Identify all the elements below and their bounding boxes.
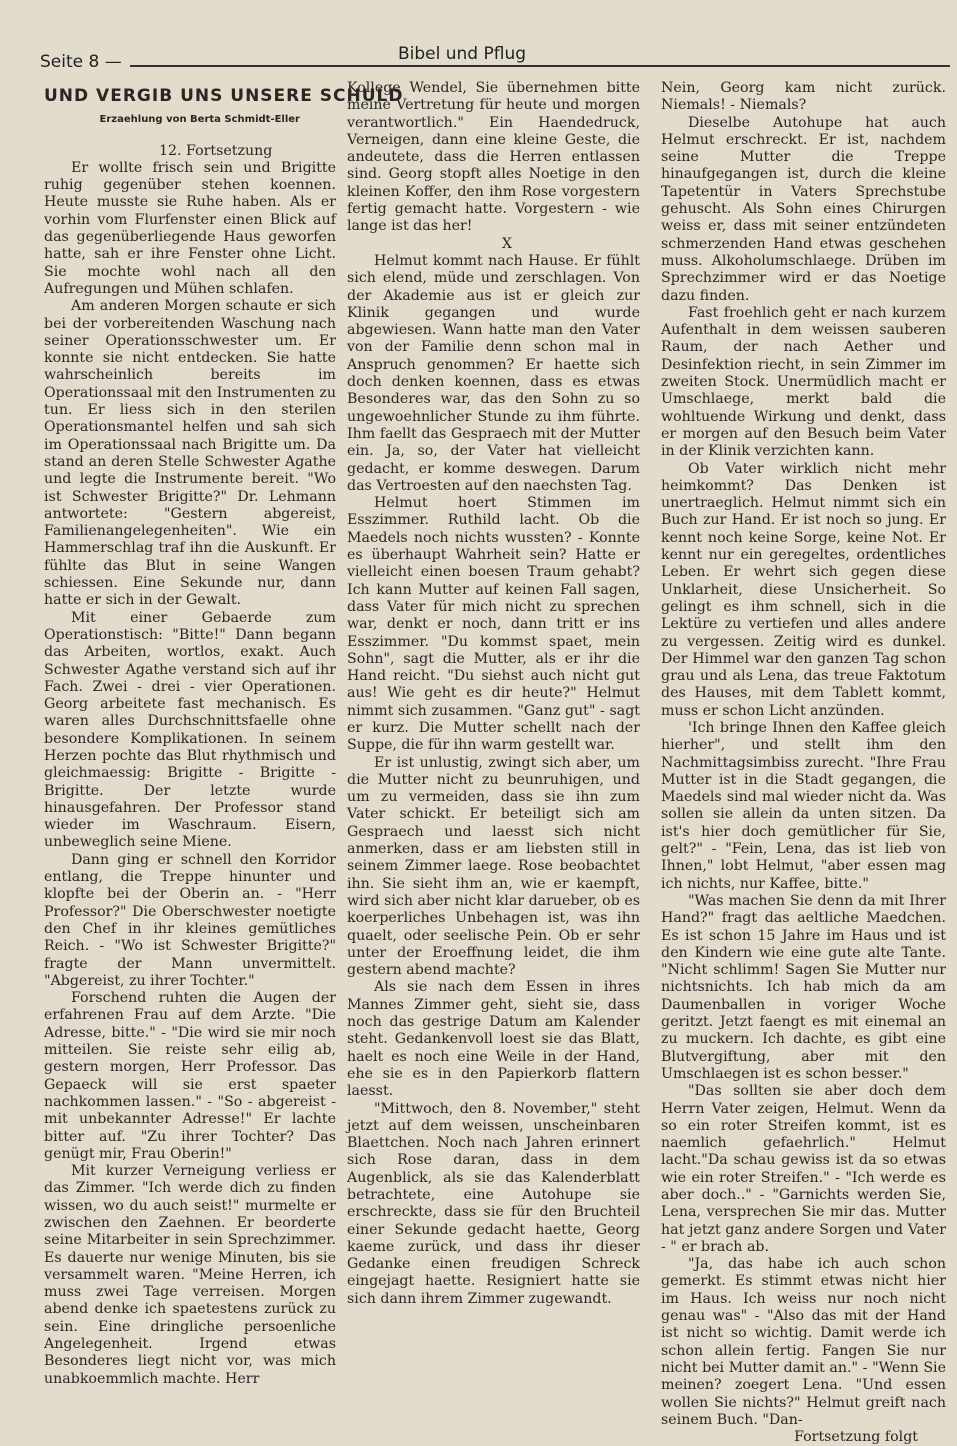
paragraph: Mit kurzer Verneigung verliess er das Zimmer. "Ich werde dich zu finden wissen, wo du auch seist!" murmelte er zwischen den Zaehnen. Er beorderte seine Mitarbeiter in sein Sprechzimmer. Es dauerte nur wenige Minuten, bis sie versammelt waren. "Meine Herren, ich muss zwei Tage verreisen. Morgen abend denke ich spaetestens zurück zu sein. Eine dringliche persoenliche Angelegenheit. Irgend etwas Besonderes liegt nicht vor, was mich unabkoemmlich machte. Herr [44, 1163, 336, 1387]
column-1 [44, 80, 404, 1392]
paragraph: Mit einer Gebaerde zum Operationstisch: "Bitte!" Dann begann das Arbeiten, wortlos, exakt. Auch Schwester Agathe verstand sich auf ihr Fach. Zwei - drei - vier Operationen. Georg arbeitete fast mechanisch. Es waren alles Durchschnittsfaelle ohne besondere Komplikationen. In seinem Herzen pochte das Blut rhythmisch und gleichmaessig: Brigitte - Brigitte - Brigitte. Der letzte wurde hinausgefahren. Der Professor stand wieder im Waschraum. Eisern, unbeweglich seine Miene. [44, 609, 336, 851]
header-rule [130, 65, 950, 67]
running-title: Bibel und Pflug [398, 44, 527, 64]
paragraph: 'Ich bringe Ihnen den Kaffee gleich hierher", und stellt ihm den Nachmittagsimbiss zurecht. "Ihre Frau Mutter ist in die Stadt gegangen, die Maedels sind mal wieder nicht da. Was sollen sie allein da unten sitzen. Da ist's hier doch gemütlicher für Sie, gelt?" - "Fein, Lena, das ist lieb von Ihnen," lobt Helmut, "aber essen mag ich nichts, nur Kaffee, bitte." [661, 719, 946, 892]
section-marker: X [501, 235, 513, 252]
column-3 [661, 80, 946, 1446]
column-2 [347, 80, 640, 1392]
paragraph: Dann ging er schnell den Korridor entlang, die Treppe hinunter und klopfte bei der Oberin an. - "Herr Professor?" Die Oberschwester noetigte den Chef in ihr kleines gemütliches Reich. - "Wo ist Schwester Brigitte?" fragte der Mann unvermittelt. "Abgereist, zu ihrer Tochter." [44, 851, 336, 989]
continued-note: Fortsetzung folgt [794, 1429, 918, 1446]
page-number: Seite 8 — [40, 52, 122, 72]
paragraph: Ob Vater wirklich nicht mehr heimkommt? Das Denken ist unertraeglich. Helmut nimmt sich ein Buch zur Hand. Er ist noch so jung. Er kennt noch keine Sorge, keine Not. Er kennt nur ein geregeltes, ordentliches Leben. Er wehrt sich gegen diese Unklarheit, diese Unsicherheit. So gelingt es ihm schnell, sich in die Lektüre zu vertiefen und alles andere zu vergessen. Zeitig wird es dunkel. Der Himmel war den ganzen Tag schon grau und als Lena, das treue Faktotum des Hauses, mit dem Tablett kommt, muss er schon Licht anzünden. [661, 460, 946, 719]
paragraph: Als sie nach dem Essen in ihres Mannes Zimmer geht, sieht sie, dass noch das gestrige Datum am Kalender steht. Gedankenvoll loest sie das Blatt, haelt es noch eine Weile in der Hand, ehe sie es in den Papierkorb flattern laesst. [347, 979, 640, 1100]
paragraph: Am anderen Morgen schaute er sich bei der vorbereitenden Waschung nach seiner Operationsschwester um. Er konnte sie nicht entdecken. Sie hatte wahrscheinlich bereits im Operationssaal mit den Instrumenten zu tun. Er liess sich in den sterilen Operationsmantel helfen und sah sich im Operationssaal nach Brigitte um. Da stand an deren Stelle Schwester Agathe und legte die Instrumente bereit. "Wo ist Schwester Brigitte?" Dr. Lehmann antwortete: "Gestern abgereist, Familienangelegenheiten". Wie ein Hammerschlag traf ihn die Auskunft. Er fühlte das Blut in seine Wangen schiessen. Eine Sekunde nur, dann hatte er sich in der Gewalt. [44, 298, 336, 609]
story-byline: Erzaehlung von Berta Schmidt-Eller [99, 114, 300, 126]
paragraph: Nein, Georg kam nicht zurück. Niemals! - Niemals? [661, 80, 946, 114]
paragraph: Fast froehlich geht er nach kurzem Aufenthalt in dem weissen sauberen Raum, der nach Aether und Desinfektion riecht, in sein Zimmer im zweiten Stock. Unermüdlich macht er Umschlaege, merkt bald die wohltuende Wirkung und denkt, dass er morgen auf den Besuch beim Vater in der Klinik verzichten kann. [661, 304, 946, 460]
paragraph: Helmut kommt nach Hause. Er fühlt sich elend, müde und zerschlagen. Von der Akademie aus ist er gleich zur Klinik gegangen und wurde abgewiesen. Wann hatte man den Vater von der Familie denn schon mal in Anspruch genommen? Er haette sich doch denken koennen, dass es etwas Besonderes war, das den Sohn zu so ungewoehnlicher Stunde zu ihm führte. Ihm faellt das Gespraech mit der Mutter ein. Ja, so, der Vater hat vielleicht gedacht, er komme deswegen. Darum das Vertroesten auf den naechsten Tag. [347, 252, 640, 494]
story-title: UND VERGIB UNS UNSERE SCHULD [44, 86, 404, 106]
paragraph: "Das sollten sie aber doch dem Herrn Vater zeigen, Helmut. Wenn da so ein roter Streifen kommt, ist es naemlich gefaehrlich." Helmut lacht."Da schau gewiss ist da so etwas wie ein roter Streifen." - "Ich werde es aber doch.." - "Garnichts werden Sie, Lena, versprechen Sie mir das. Mutter hat jetzt ganz andere Sorgen und Vater - " er brach ab. [661, 1083, 946, 1255]
paragraph: "Mittwoch, den 8. November," steht jetzt auf dem weissen, unscheinbaren Blaettchen. Noch nach Jahren erinnert sich Rose daran, dass in dem Augenblick, als sie das Kalenderblatt betrachtete, eine Autohupe sie erschreckte, dass sie für den Bruchteil einer Sekunde gedacht haette, Georg kaeme zurück, und dass ihr dieser Gedanke einen freudigen Schreck eingejagt haette. Resigniert hatte sie sich dann ihrem Zimmer zugewandt. [347, 1100, 640, 1307]
paragraph: Er ist unlustig, zwingt sich aber, um die Mutter nicht zu beunruhigen, und um zu vermeiden, dass sie ihn zum Vater schickt. Er beteiligt sich am Gespraech und laesst sich nicht anmerken, dass er am liebsten still in seinem Zimmer laege. Rose beobachtet ihn. Sie sieht ihm an, wie er kaempft, wird sich aber nicht klar darueber, ob es koerperliches Unbehagen ist, was ihn quaelt, oder seelische Pein. Ob er sehr unter der Eroeffnung leidet, die ihm gestern abend machte? [347, 754, 640, 979]
paragraph: Dieselbe Autohupe hat auch Helmut erschreckt. Er ist, nachdem seine Mutter die Treppe hinaufgegangen ist, durch die kleine Tapetentür in Vaters Sprechstube gehuscht. Als Sohn eines Chirurgen weiss er, dass mit seiner entzündeten schmerzenden Hand etwas geschehen muss. Alkoholumschlaege. Drüben im Sprechzimmer wird er das Noetige dazu finden. [661, 114, 946, 304]
paragraph: Er wollte frisch sein und Brigitte ruhig gegenüber stehen koennen. Heute musste sie Ruhe haben. Als er vorhin vom Flurfenster einen Blick auf das gegenüberliegende Haus geworfen hatte, sah er ihre Fenster ohne Licht. Sie mochte wohl nach all den Aufregungen und Mühen schlafen. [44, 159, 336, 297]
paragraph: Kollege Wendel, Sie übernehmen bitte meine Vertretung für heute und morgen verantwortlich." Ein Haendedruck, Verneigen, dann eine kleine Geste, die andeutete, dass die Herren entlassen sind. Georg stopft alles Noetige in den kleinen Koffer, den ihm Rose vorgestern fertig gemacht hatte. Vorgestern - wie lange ist das her! [347, 80, 640, 235]
paragraph: "Was machen Sie denn da mit Ihrer Hand?" fragt das aeltliche Maedchen. Es ist schon 15 Jahre im Haus und ist den Kindern wie eine gute alte Tante. "Nicht schlimm! Sagen Sie Mutter nur nichtsnichts. Ich hab mich da am Daumenballen in voriger Woche geritzt. Jetzt faengt es mit einemal an zu muckern. Ich dachte, es gibt eine Blutvergiftung, aber mit den Umschlaegen ist es schon besser." [661, 892, 946, 1082]
paragraph: "Ja, das habe ich auch schon gemerkt. Es stimmt etwas nicht hier im Haus. Ich weiss nur noch nicht genau was" - "Also das mit der Hand ist nicht so wichtig. Damit werde ich schon allein fertig. Fangen Sie nur nicht bei Mutter damit an." - "Wenn Sie meinen? zoegert Lena. "Und essen wollen Sie nichts?" Helmut greift nach seinem Buch. "Dan- [661, 1256, 946, 1428]
paragraph: Forschend ruhten die Augen der erfahrenen Frau auf dem Arzte. "Die Adresse, bitte." - "Die wird sie mir noch mitteilen. Sie reiste sehr eilig ab, gestern morgen, Herr Professor. Das Gepaeck will sie erst spaeter nachkommen lassen." - "So - abgereist - mit unbekannter Adresse!" Er lachte bitter auf. "Zu ihrer Tochter? Das genügt mir, Frau Oberin!" [44, 990, 336, 1162]
paragraph: Helmut hoert Stimmen im Esszimmer. Ruthild lacht. Ob die Maedels noch nichts wussten? - Konnte es überhaupt Wahrheit sein? Hatte er vielleicht einen boesen Traum gehabt? Ich kann Mutter auf keinen Fall sagen, dass Vater für mich nicht zu sprechen war, denkt er noch, dann tritt er ins Esszimmer. "Du kommst spaet, mein Sohn", sagt die Mutter, als er ihr die Hand reicht. "Du siehst auch nicht gut aus! Wie geht es dir heute?" Helmut nimmt sich zusammen. "Ganz gut" - sagt er kurz. Die Mutter schellt nach der Suppe, die für ihn warm gestellt war. [347, 495, 640, 754]
continuation-label: 12. Fortsetzung [158, 142, 273, 159]
